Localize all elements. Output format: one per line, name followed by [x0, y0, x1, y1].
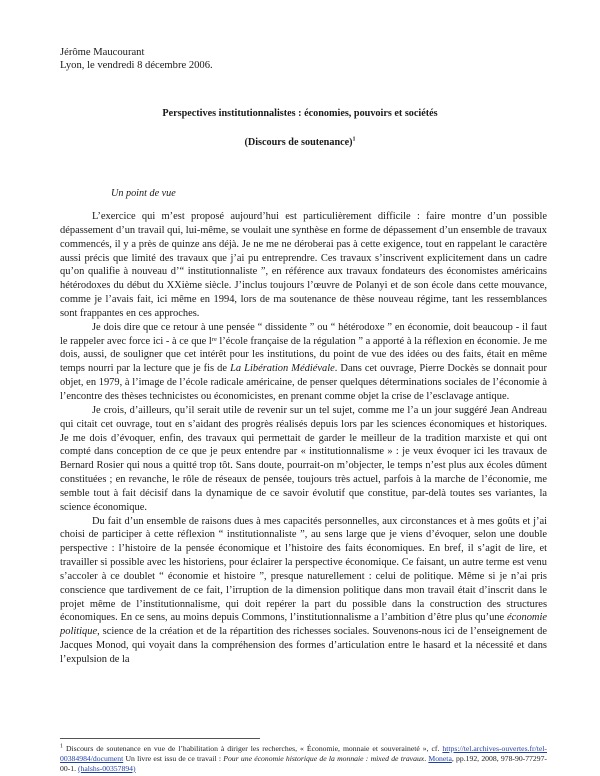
footnote-reference[interactable]: 1	[352, 136, 356, 143]
footnote-book-title: Pour une économie historique de la monnaie : mixed de travaux	[223, 753, 425, 763]
section-heading: Un point de vue	[111, 188, 176, 199]
document-subtitle	[0, 137, 600, 148]
paragraph: L’exercice qui m’est proposé aujourd’hui est particulièrement difficile : faire montre d’un possible dépassement d’un travail qui, lui-même, se voulait une synthèse en forme de dépassement d’un ensemble de travaux commencés, il y a près de quinze ans déjà. Je ne me ne déroberai pas à cette exigence, tout en rappelant le caractère aussi précis que limité des travaux que j’ai pu entreprendre. Ces travaux s’inscrivent explicitement dans un cadre qu’on qualifie à nouveau d’“ institutionnaliste ”, en référence aux travaux fondateurs des économistes américains hétérodoxes du début du XXième siècle. J’inclus toujours l’œuvre de Polanyi et de son école dans cette mouvance, comme je l’avais fait, ici même en 1994, lors de ma soutenance de thèse nouveau régime, tant les ressemblances sont frappantes en ces approches.	[60, 211, 547, 319]
footnote-separator	[60, 738, 260, 739]
footnote-number: 1	[60, 743, 63, 750]
paragraph: Je crois, d’ailleurs, qu’il serait utile de revenir sur un tel sujet, comme me l’a un jour suggéré Jean Andreau qui citait cet ouvrage, tout en s’aidant des progrès réalisés depuis lors par les sciences économiques et historiques. Je me dois d’évoquer, enfin, des travaux qui permettait de garder le meilleur de la tradition marxiste et qui ont compté dans conception de ce que je peux entendre par « institutionnalisme » : je veux évoquer ici les travaux de Bernard Rosier qui nous a quitté trop tôt. Sans doute, pourrait-on m’objecter, le temps n’est plus aux écoles dûment constituées ; en revanche, le rôle de réseaux de pensée, toujours très actuel, parfois à la marche de l’économie, me semble tout à fait décisif dans la dynamique de ce savoir évolutif que constitue, par-delà toutes ses variantes, la science économique.	[60, 404, 547, 513]
paragraph: Je dois dire que ce retour à une pensée “ dissidente ” ou “ hétérodoxe ” en économie, doit beaucoup - il faut le rappeler avec force ici - à ce que lʳᵉ l’école française de la régulation ” a apporté à la réflexion en économie. Je me dois, aussi, de souligner que cet intérêt pour les institutions, du point de vue des idées ou des faits, était en même temps nourri par la lecture que je fis de La Libération Médiévale. Dans cet ouvrage, Pierre Dockès se donnait pour objet, en 1979, à l’image de l’école radicale américaine, de penser quelques déterminations sociales de l’économie à l’encontre des thèses technicistes ou économicistes, en prenant comme objet la crise de l’esclavage antique.	[60, 321, 547, 402]
place-date: Lyon, le vendredi 8 décembre 2006.	[60, 60, 213, 71]
footnote-link-tel[interactable]: https://tel.archives-ouvertes.fr/tel-00384984/document	[60, 744, 547, 763]
subtitle-text: (Discours de soutenance)	[244, 137, 353, 148]
footnote: $^1$ Discours de soutenance en vue de l’habilitation à diriger les recherches, « Économie, monnaie et souveraineté », cf. https://tel.archives-ouvertes.fr/tel-00384984/document Un livre est issu de ce travail : Pour une économie historique de la monnaie : mixed de travaux. Moneta, pp.192, 2008, 978-90-77297-00-1. (halshs-00357894)	[60, 743, 547, 773]
emphasis-term: économie politique	[60, 612, 547, 638]
author-name: Jérôme Maucourant	[60, 47, 145, 58]
document-title: Perspectives institutionnalistes : économies, pouvoirs et sociétés	[162, 108, 438, 119]
footnote-link-halshs[interactable]: (halshs-00357894)	[77, 763, 136, 773]
letter-header	[60, 46, 213, 72]
body-text	[60, 210, 547, 667]
book-title: La Libération Médiévale	[230, 363, 335, 375]
paragraph: Du fait d’un ensemble de raisons dues à mes capacités personnelles, aux circonstances et à mes goûts et j’ai choisi de participer à cette réflexion “ institutionnaliste ”, au sens large que je viens d’évoquer, selon une double perspective : l’histoire de la pensée économique et l’histoire des faits économiques. En bref, il s’agit de lire, et travailler si possible avec les historiens, pour éclairer la perspective économique. Ce faisant, un autre terme est venu s’accoler à ce doublet “ économie et histoire ”, presque naturellement : celui de politique. Même si je n’ai pris conscience que tardivement de ce fait, l’irruption de la dimension politique dans mon travail était d’inscrit dans le projet même de l’institutionnalisme, qui doit repérer la part du possible dans la construction des structures économiques. En ce sens, au moins depuis Commons, l’institutionnalisme a l’ambition d’être plus qu’une économie politique, science de la création et de la répartition des richesses sociales. Souvenons-nous ici de l’enseignement de Jacques Monod, qui voyait dans la compréhension des formes d’articulation entre le hasard et la nécessité et dans l’expulsion de la	[60, 515, 547, 665]
footnote-link-publisher[interactable]: Moneta	[428, 753, 452, 763]
